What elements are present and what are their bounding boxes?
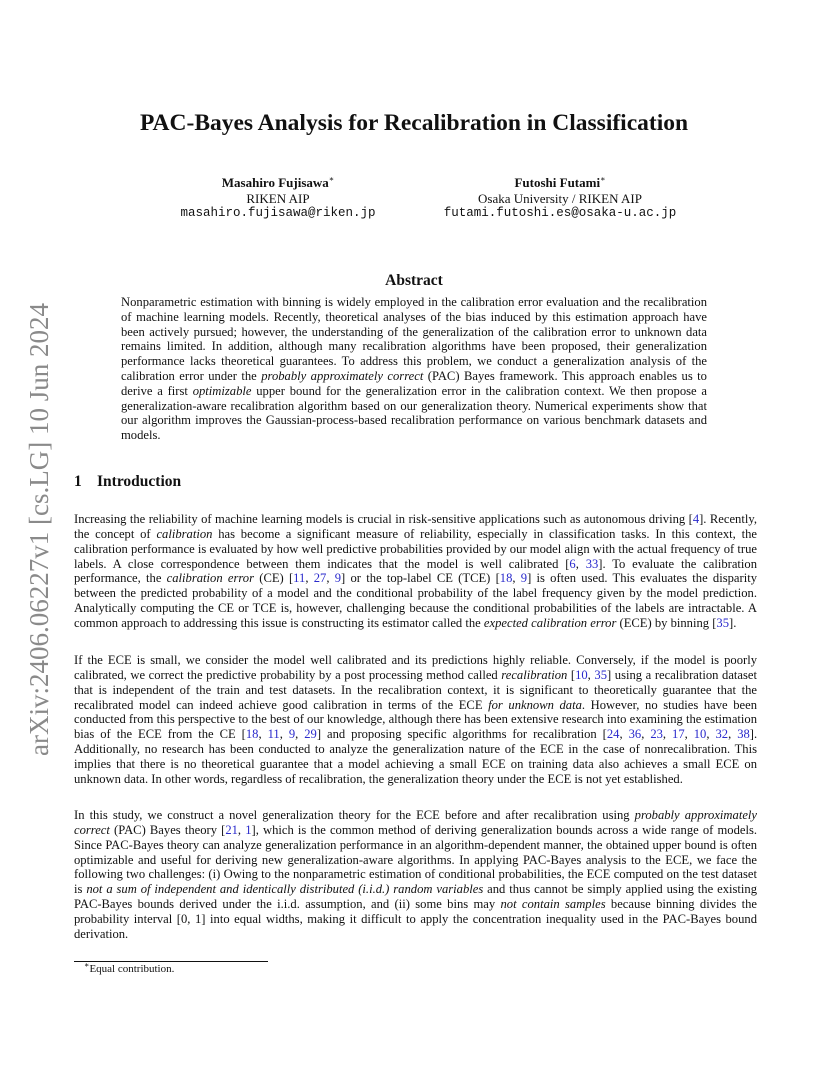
author-footnote-mark: ∗ bbox=[600, 174, 606, 184]
citation-link[interactable]: 23 bbox=[650, 727, 663, 742]
footnote-mark: ∗ bbox=[84, 960, 90, 970]
intro-paragraph-1: Increasing the reliability of machine learning models is crucial in risk-sensitive applications such as autonomous driving [4]. Recently, the concept of calibration has become a significant measure of reliability, especially in classification tasks. In this context, the calibration performance is evaluated by how well predictive probabilities provided by our model align with the actual frequency of true labels. A close correspondence between them indicates that the model is well calibrated [6, 33]. To evaluate the calibration performance, the calibration error (CE) [11, 27, 9] or the top-label CE (TCE) [18, 9] is often used. This evaluates the disparity between the predicted probability of a model and the conditional probability of the label frequency given by the model prediction. Analytically computing the CE or TCE is, however, challenging because the conditional probabilities of the labels are intractable. A common approach to addressing this issue is constructing its estimator called the expected calibration error (ECE) by binning [35]. bbox=[74, 512, 758, 630]
section-number: 1 bbox=[74, 473, 82, 490]
citation-link[interactable]: 6 bbox=[569, 556, 576, 571]
citation-link[interactable]: 9 bbox=[334, 571, 342, 586]
citation-link[interactable]: 18 bbox=[499, 571, 513, 586]
section-heading bbox=[74, 473, 181, 491]
citation-link[interactable]: 33 bbox=[585, 556, 599, 571]
citation-link[interactable]: 36 bbox=[628, 727, 642, 742]
section-title: Introduction bbox=[97, 473, 182, 490]
author-name: Futoshi Futami bbox=[514, 175, 601, 190]
citation-link[interactable]: 38 bbox=[737, 727, 750, 742]
footnote-rule bbox=[74, 961, 268, 962]
citation-link[interactable]: 35 bbox=[594, 667, 607, 682]
citation-link[interactable]: 27 bbox=[313, 571, 327, 586]
footnote bbox=[84, 960, 175, 975]
citation-link[interactable]: 11 bbox=[267, 727, 280, 742]
abstract-heading: Abstract bbox=[385, 272, 443, 289]
author-name: Masahiro Fujisawa bbox=[221, 175, 329, 190]
citation-link[interactable]: 24 bbox=[606, 727, 620, 742]
citation-link[interactable]: 10 bbox=[693, 727, 707, 742]
citation-link[interactable]: 35 bbox=[716, 615, 729, 630]
citation-link[interactable]: 21 bbox=[225, 822, 238, 837]
intro-paragraph-2: If the ECE is small, we consider the model well calibrated and its predictions highly reliable. Conversely, if the model is poorly calibrated, we correct the predictive probability by a post processing method called recalibration [10, 35] using a recalibration dataset that is independent of the train and test datasets. In the recalibration context, it is significant to theoretically guarantee that the recalibrated model can indeed achieve good calibration in terms of the ECE for unknown data. However, no studies have been conducted from this perspective to the best of our knowledge, although there has been extensive research into examining the estimation bias of the ECE from the CE [18, 11, 9, 29] and proposing specific algorithms for recalibration [24, 36, 23, 17, 10, 32, 38]. Additionally, no research has been conducted to analyze the generalization nature of the ECE in the case of nonrecalibration. This implies that there is no theoretical guarantee that a model achieving a small ECE on training data also achieves a small ECE on unknown data. In other words, regardless of recalibration, the generalization theory under the ECE is not yet established. bbox=[74, 653, 758, 786]
citation-link[interactable]: 1 bbox=[245, 822, 252, 837]
author-block-1 bbox=[133, 175, 423, 222]
citation-link[interactable]: 9 bbox=[288, 727, 296, 742]
arxiv-stamp-text: arXiv:2406.06227v1 [cs.LG] 10 Jun 2024 bbox=[24, 303, 54, 756]
citation-link[interactable]: 11 bbox=[293, 571, 306, 586]
arxiv-stamp bbox=[12, 290, 58, 756]
abstract-text: Nonparametric estimation with binning is widely employed in the calibration error evaluation and the recalibration of machine learning models. Recently, theoretical analyses of the bias induced by this estimation approach have been actively pursued; however, the understanding of the generalization of the calibration error to unknown data remains limited. In addition, although many recalibration algorithms have been proposed, their generalization performance lacks theoretical guarantees. To address this problem, we conduct a generalization analysis of the calibration error under the probably approximately correct (PAC) Bayes framework. This approach enables us to derive a first optimizable upper bound for the generalization error in the calibration context. We then propose a generalization-aware recalibration algorithm based on our generalization theory. Numerical experiments show that our algorithm improves the Gaussian-process-based recalibration performance on various benchmark datasets and models. bbox=[121, 295, 708, 443]
citation-link[interactable]: 32 bbox=[715, 727, 729, 742]
intro-paragraph-3: In this study, we construct a novel generalization theory for the ECE before and after recalibration using probably approximately correct (PAC) Bayes theory [21, 1], which is the common method of deriving generalization bounds across a wide range of models. Since PAC-Bayes theory can analyze generalization performance in an algorithm-dependent manner, the obtained upper bound is often optimizable and useful for deriving new generalization-aware algorithms. In applying PAC-Bayes analysis to the ECE, we face the following two challenges: (i) Owing to the nonparametric estimation of conditional probabilities, the ECE computed on the test dataset is not a sum of independent and identically distributed (i.i.d.) random variables and thus cannot be simply applied using the existing PAC-Bayes bounds derived under the i.i.d. assumption, and (ii) some bins may not contain samples because binning divides the probability interval [0, 1] into equal widths, making it difficult to apply the concentration inequality used in the PAC-Bayes bound derivation. bbox=[74, 808, 758, 941]
author-block-2 bbox=[415, 175, 705, 222]
footnote-text: Equal contribution. bbox=[89, 963, 175, 975]
author-email: futami.futoshi.es@osaka-u.ac.jp bbox=[443, 206, 677, 220]
citation-link[interactable]: 29 bbox=[304, 727, 317, 742]
citation-link[interactable]: 17 bbox=[672, 727, 685, 742]
paper-title: PAC-Bayes Analysis for Recalibration in Classification bbox=[139, 110, 689, 136]
citation-link[interactable]: 10 bbox=[575, 667, 588, 682]
author-email: masahiro.fujisawa@riken.jp bbox=[180, 206, 376, 220]
citation-link[interactable]: 9 bbox=[520, 571, 528, 586]
citation-link[interactable]: 18 bbox=[245, 727, 259, 742]
author-footnote-mark: ∗ bbox=[328, 174, 335, 184]
citation-link[interactable]: 4 bbox=[692, 512, 700, 526]
author-affiliation: Osaka University / RIKEN AIP bbox=[478, 190, 642, 206]
author-affiliation: RIKEN AIP bbox=[246, 190, 310, 206]
